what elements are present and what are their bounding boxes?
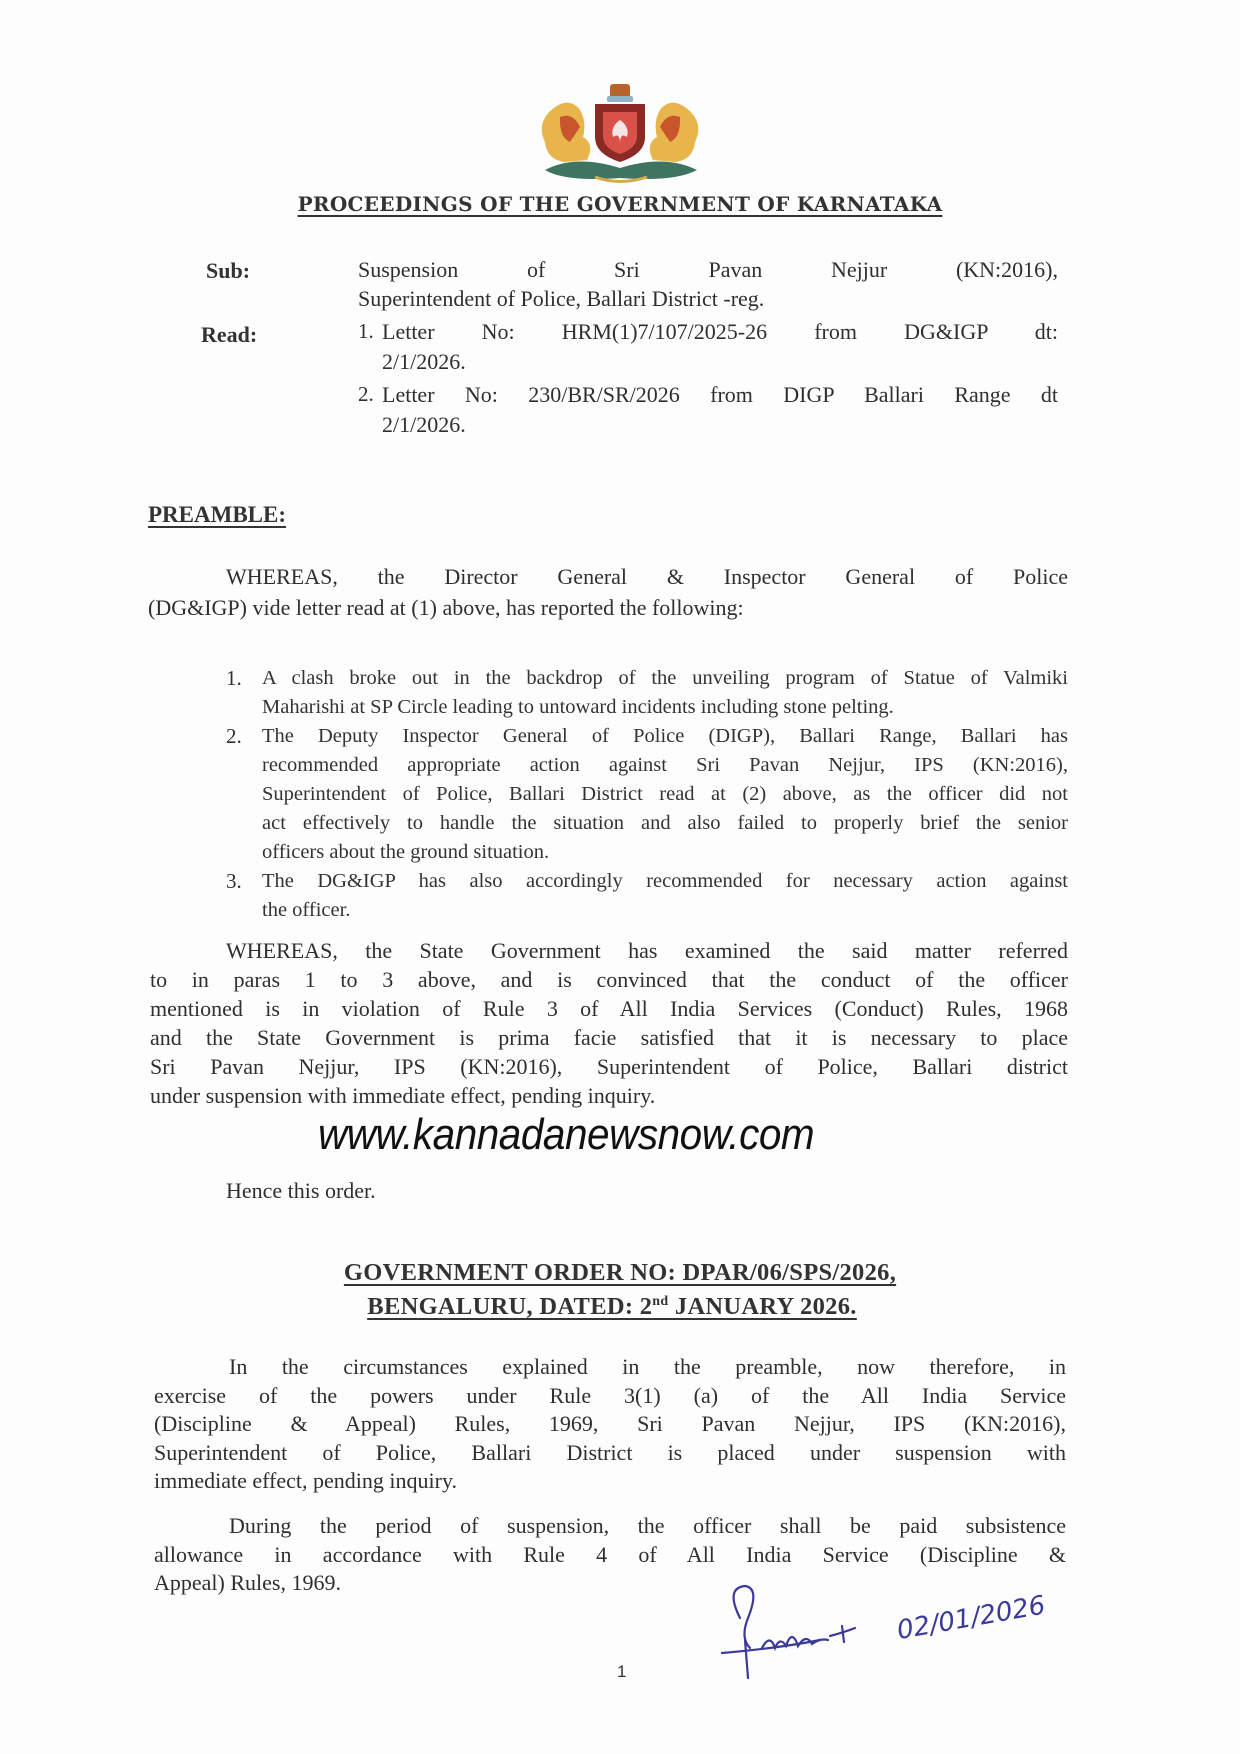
whereas2-line-5: Sri Pavan Nejjur, IPS (KN:2016), Superintendent of Police, Ballari district xyxy=(150,1054,1068,1079)
whereas2-line-3: mentioned is in violation of Rule 3 of All India Services (Conduct) Rules, 1968 xyxy=(150,996,1068,1021)
order-para1-line-5: immediate effect, pending inquiry. xyxy=(154,1468,458,1493)
point-3-line-2: the officer. xyxy=(262,899,351,921)
point-1-number: 1. xyxy=(226,666,242,690)
point-3-number: 3. xyxy=(226,869,242,893)
order-para2-line-2: allowance in accordance with Rule 4 of All India Service (Discipline & xyxy=(154,1541,1066,1567)
order-paragraph-1 xyxy=(154,1353,1066,1496)
point-3-line-1: The DG&IGP has also accordingly recommended for necessary action against xyxy=(262,870,1068,892)
read-item-1-number: 1. xyxy=(358,319,374,343)
subject-line-2: Superintendent of Police, Ballari District -reg. xyxy=(358,286,765,311)
document-title: PROCEEDINGS OF THE GOVERNMENT OF KARNATAKA xyxy=(297,192,943,216)
whereas2-line-2: to in paras 1 to 3 above, and is convinced that the conduct of the officer xyxy=(150,967,1068,992)
preamble-intro-line-2: (DG&IGP) vide letter read at (1) above, has reported the following: xyxy=(148,595,744,620)
point-2-line-5: officers about the ground situation. xyxy=(262,841,550,863)
order-para2-line-1: During the period of suspension, the officer shall be paid subsistence xyxy=(229,1513,1066,1538)
point-2-line-4: act effectively to handle the situation and also failed to properly brief the senior xyxy=(262,812,1068,834)
whereas2-line-6: under suspension with immediate effect, pending inquiry. xyxy=(150,1083,656,1108)
order-paragraph-2 xyxy=(154,1512,1066,1598)
order-para1-line-2: exercise of the powers under Rule 3(1) (a) of the All India Service xyxy=(154,1382,1066,1408)
subject-label: Sub: xyxy=(206,258,251,283)
order-heading-line-1: GOVERNMENT ORDER NO: DPAR/06/SPS/2026, xyxy=(343,1259,897,1286)
point-2-line-3: Superintendent of Police, Ballari District read at (2) above, as the officer did not xyxy=(262,783,1068,805)
read-item-1-line-2: 2/1/2026. xyxy=(382,349,466,374)
read-item-2-line-1: Letter No: 230/BR/SR/2026 from DIGP Ballari Range dt xyxy=(382,382,1058,407)
order-heading-line-2: BENGALURU, DATED: 2nd JANUARY 2026. xyxy=(367,1293,857,1320)
order-para1-line-1: In the circumstances explained in the preamble, now therefore, in xyxy=(229,1354,1066,1379)
order-para2-line-3: Appeal) Rules, 1969. xyxy=(154,1570,341,1595)
read-item-1-line-1: Letter No: HRM(1)7/107/2025-26 from DG&IGP dt: xyxy=(382,319,1058,344)
read-item-2-line-2: 2/1/2026. xyxy=(382,412,466,437)
point-2-line-1: The Deputy Inspector General of Police (DIGP), Ballari Range, Ballari has xyxy=(262,725,1068,747)
point-3-text xyxy=(262,867,1068,925)
whereas2-line-1: WHEREAS, the State Government has examined the said matter referred xyxy=(226,938,1068,963)
handwritten-signature-icon xyxy=(720,1578,880,1688)
read-label: Read: xyxy=(201,322,258,347)
point-2-line-2: recommended appropriate action against Sri Pavan Nejjur, IPS (KN:2016), xyxy=(262,754,1068,776)
subject-line-1: Suspension of Sri Pavan Nejjur (KN:2016), xyxy=(358,257,1058,282)
whereas-state-govt-paragraph xyxy=(150,936,1068,1110)
preamble-intro-line-1: WHEREAS, the Director General & Inspector General of Police xyxy=(226,564,1068,589)
signature-date: 02/01/2026 xyxy=(894,1590,1048,1646)
karnataka-emblem-icon xyxy=(525,82,715,192)
whereas2-line-4: and the State Government is prima facie satisfied that it is necessary to place xyxy=(150,1025,1068,1050)
hence-this-order: Hence this order. xyxy=(226,1178,376,1203)
order-para1-line-4: Superintendent of Police, Ballari District is placed under suspension with xyxy=(154,1439,1066,1465)
point-2-number: 2. xyxy=(226,724,242,748)
point-1-line-2: Maharishi at SP Circle leading to untoward incidents including stone pelting. xyxy=(262,696,894,718)
read-item-2-number: 2. xyxy=(358,382,374,406)
point-2-text xyxy=(262,722,1068,867)
point-1-line-1: A clash broke out in the backdrop of the unveiling program of Statue of Valmiki xyxy=(262,667,1068,689)
preamble-heading: PREAMBLE: xyxy=(148,502,286,527)
point-1-text xyxy=(262,664,1068,722)
website-watermark: www.kannadanewsnow.com xyxy=(318,1110,815,1159)
order-para1-line-3: (Discipline & Appeal) Rules, 1969, Sri Pavan Nejjur, IPS (KN:2016), xyxy=(154,1411,1066,1436)
page-number: 1 xyxy=(617,1662,627,1681)
